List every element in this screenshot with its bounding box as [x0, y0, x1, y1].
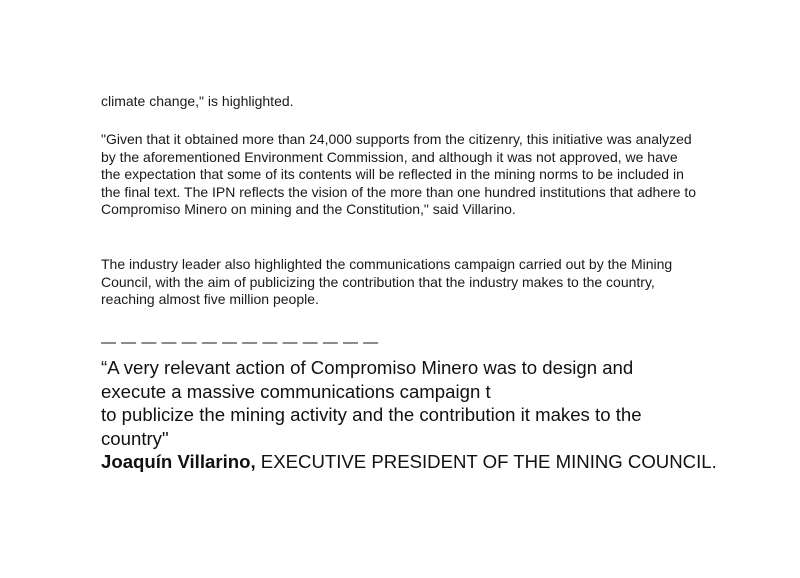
pull-quote	[101, 356, 721, 450]
attribution-title: EXECUTIVE PRESIDENT OF THE MINING COUNCIL.	[255, 451, 717, 472]
pull-quote-line: to publicize the mining activity and the contribution it makes to the	[101, 404, 642, 425]
quote-divider: — — — — — — — — — — — — — —	[101, 334, 379, 351]
quote-attribution	[101, 450, 721, 474]
paragraph-highlight-continuation: climate change," is highlighted.	[101, 93, 294, 109]
paragraph-communications-campaign: The industry leader also highlighted the communications campaign carried out by the Mining Council, with the aim of publicizing the contribution that the industry makes to the country, reaching almost five million people.	[101, 256, 673, 307]
paragraph-villarino-statement: "Given that it obtained more than 24,000 supports from the citizenry, this initiative was analyzed by the aforementioned Environment Commission, and although it was not approved, we have the expectation that some of its contents will be reflected in the mining norms to be included in the final text. The IPN reflects the vision of the more than one hundred institutions that adhere to Compromiso Minero on mining and the Constitution," said Villarino.	[101, 131, 697, 217]
pull-quote-line: “A very relevant action of Compromiso Minero was to design and	[101, 357, 634, 378]
attribution-name: Joaquín Villarino,	[101, 451, 256, 472]
pull-quote-line: country"	[101, 427, 169, 449]
pull-quote-line: execute a massive communications campaign t	[101, 380, 491, 402]
